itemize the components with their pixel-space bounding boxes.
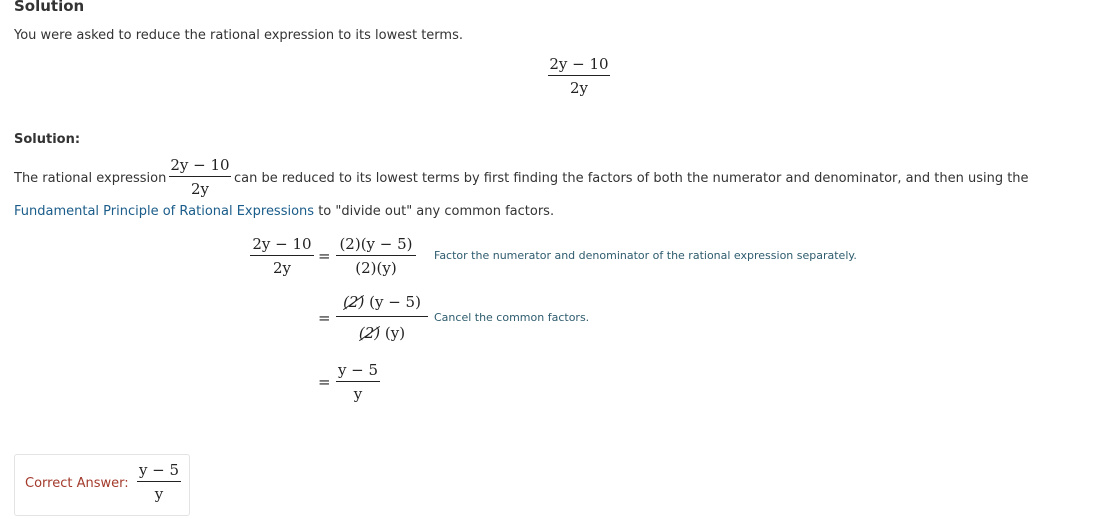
step2-fraction [336,292,428,343]
fraction-bar [336,255,416,256]
inline-expression-numerator: 2y − 10 [170,156,230,174]
explanation-part3: to "divide out" any common factors. [314,204,555,219]
step1-lhs-denominator: 2y [272,259,292,277]
step2-note: Cancel the common factors. [434,311,590,324]
step2-denominator [336,323,428,343]
explanation-part2: can be reduced to its lowest terms by first finding the factors of both the numerator and denominator, and then using the [234,171,1029,186]
step1-note: Factor the numerator and denominator of the rational expression separately. [434,249,857,262]
equals-sign: = [318,247,331,265]
correct-answer-denominator: y [154,485,164,503]
correct-answer-label: Correct Answer: [25,476,129,491]
fraction-bar [336,316,428,317]
step1-lhs-numerator: 2y − 10 [252,235,312,253]
correct-answer-numerator: y − 5 [138,461,180,479]
inline-expression-fraction [169,155,231,199]
step1-numerator: (2)(y − 5) [339,235,413,253]
fundamental-principle-link[interactable]: Fundamental Principle of Rational Expressions [14,204,315,219]
step3-denominator: y [353,385,363,403]
fraction-bar [137,481,181,482]
intro-text: You were asked to reduce the rational expression to its lowest terms. [14,28,463,43]
cancelled-factor-denominator: (2) [358,324,381,342]
step2-numerator [336,292,428,312]
fraction-bar [169,176,231,177]
expression-denominator: 2y [569,79,589,97]
correct-answer-fraction [137,460,181,504]
step1-lhs-fraction [250,234,314,278]
step3-fraction [336,360,380,404]
explanation-line2 [14,204,554,219]
correct-answer-box [14,454,190,516]
step2-denominator-rest: (y) [384,324,406,342]
step2-numerator-rest: (y − 5) [369,293,421,311]
explanation-part1: The rational expression [14,171,167,186]
expression-numerator: 2y − 10 [549,55,609,73]
equals-sign: = [318,309,331,327]
cancelled-factor-numerator: (2) [343,293,365,311]
fraction-bar [548,75,610,76]
equals-sign: = [318,373,331,391]
expression-fraction [548,54,610,98]
step1-denominator: (2)(y) [355,259,397,277]
step1-fraction [336,234,416,278]
fraction-bar [336,381,380,382]
fraction-bar [250,255,314,256]
solution-subheading: Solution: [14,132,81,147]
solution-heading: Solution [14,0,85,15]
step3-numerator: y − 5 [337,361,379,379]
inline-expression-denominator: 2y [190,180,210,198]
